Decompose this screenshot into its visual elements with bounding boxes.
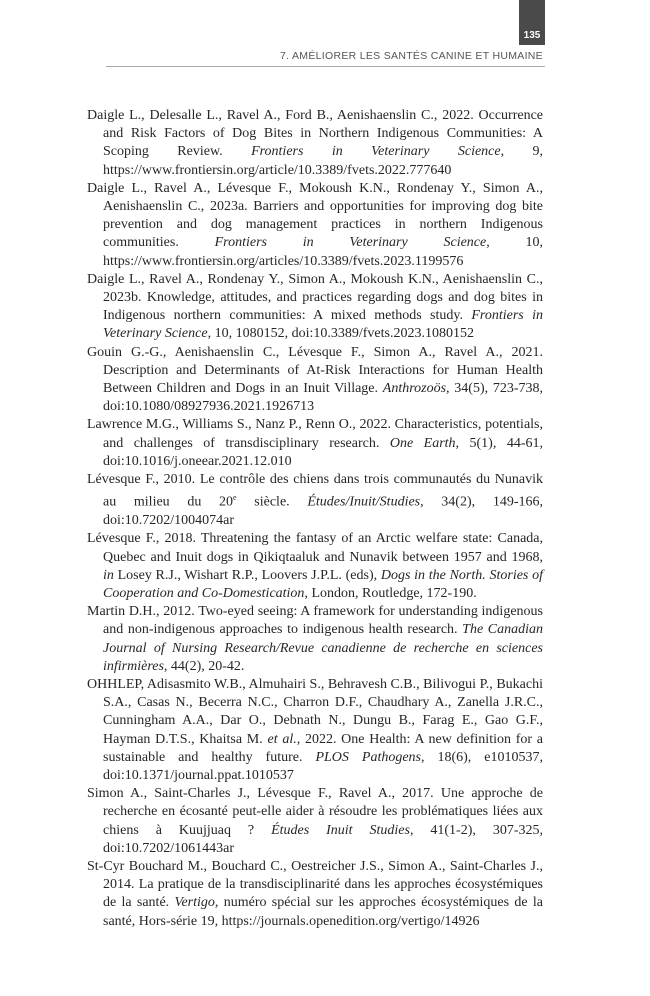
reference-title: Études Inuit Studies — [271, 822, 410, 838]
reference-text: , 2022. One Health: A new definition for a sustainable and healthy future. — [103, 731, 543, 765]
reference-text: OHHLEP, Adisasmito W.B., Almuhairi S., Behravesh C.B., Bilivogui P., Bukachi S.A., Casas N., Becerra N.C., Charron D.F., Chaudhary A., Zanella J.R.C., Cunningham A.A., Dar O., Debnath N., Dungu B., Farag E., Gao G.F., Hayman D.T.S., Khaitsa M. — [87, 676, 543, 747]
reference-title: Frontiers in Veterinary Science — [251, 144, 501, 160]
page-number: 135 — [519, 0, 545, 45]
reference-entry — [87, 858, 543, 931]
reference-title: One Earth — [389, 435, 456, 451]
reference-text: , 34(5), 723-738, doi:10.1080/08927936.2021.1926713 — [103, 381, 543, 415]
reference-entry — [87, 471, 543, 530]
reference-text: , 18(6), e1010537, doi:10.1371/journal.ppat.1010537 — [103, 749, 543, 783]
reference-text: , 41(1-2), 307-325, doi:10.7202/1061443ar — [103, 822, 543, 856]
header-rule — [106, 66, 545, 67]
reference-entry — [87, 107, 543, 180]
reference-text: , 9, https://www.frontiersin.org/article/10.3389/fvets.2022.777640 — [103, 144, 544, 178]
reference-title: Études/Inuit/Studies — [307, 494, 421, 510]
reference-text: , 5(1), 44-61, doi:10.1016/j.oneear.2021.12.010 — [103, 435, 543, 469]
reference-title: Dogs in the North. Stories of Cooperation and Co-Domestication — [103, 567, 543, 601]
reference-entry — [87, 271, 543, 344]
reference-text: , 44(2), 20-42. — [163, 658, 245, 674]
reference-text: Martin D.H., 2012. Two-eyed seeing: A framework for understanding indigenous and non-indigenous approaches to indigenous health research. — [87, 604, 543, 638]
reference-text: Lévesque F., 2010. Le contrôle des chiens dans trois communautés du Nunavik au milieu du 20 — [87, 472, 543, 510]
reference-text: , numéro spécial sur les approches écosystémiques de la santé, Hors-série 19, https://journals.openedition.org/vertigo/14926 — [103, 895, 543, 929]
reference-text: siècle. — [236, 494, 308, 510]
reference-entry — [87, 416, 543, 471]
reference-title: in — [103, 567, 114, 583]
reference-text: , 10, 1080152, doi:10.3389/fvets.2023.1080152 — [207, 326, 474, 342]
reference-title: et al. — [267, 731, 297, 747]
reference-title: PLOS Pathogens — [315, 749, 421, 765]
reference-title: Vertigo — [174, 895, 215, 911]
reference-entry — [87, 785, 543, 858]
reference-text: Gouin G.-G., Aenishaenslin C., Lévesque F., Simon A., Ravel A., 2021. Description and Determinants of At-Risk Interactions for Human Health Between Children and Dogs in an Inuit Village. — [87, 344, 543, 397]
reference-text: Daigle L., Delesalle L., Ravel A., Ford B., Aenishaenslin C., 2022. Occurrence and Risk Factors of Dog Bites in Northern Indigenous Communities: A Scoping Review. — [87, 108, 543, 160]
reference-text: Simon A., Saint-Charles J., Lévesque F., Ravel A., 2017. Une approche de recherche en écosanté peut-elle aider à résoudre les problématiques liées aux chiens à Kuujjuaq ? — [87, 786, 543, 838]
bibliography — [87, 107, 543, 931]
reference-text: , 34(2), 149-166, doi:10.7202/1004074ar — [103, 494, 543, 529]
reference-text: Daigle L., Ravel A., Rondenay Y., Simon A., Mokoush K.N., Aenishaenslin C., 2023b. Knowledge, attitudes, and practices regarding dogs and dog bites in Indigenous northern communities: A mixed methods study. — [87, 271, 543, 324]
reference-title: Frontiers in Veterinary Science — [103, 308, 543, 342]
reference-text: , 10, https://www.frontiersin.org/articles/10.3389/fvets.2023.1199576 — [103, 235, 544, 269]
reference-text: e — [233, 493, 237, 503]
reference-entry — [87, 344, 543, 417]
running-header: 7. AMÉLIORER LES SANTÉS CANINE ET HUMAINE — [279, 50, 543, 62]
reference-text: Losey R.J., Wishart R.P., Loovers J.P.L. (eds), — [113, 567, 381, 583]
reference-text: , London, Routledge, 172-190. — [304, 585, 477, 601]
reference-text: Lawrence M.G., Williams S., Nanz P., Renn O., 2022. Characteristics, potentials, and challenges of transdisciplinary research. — [87, 417, 543, 451]
reference-entry — [87, 676, 543, 785]
reference-title: Anthrozoös — [382, 381, 447, 397]
reference-entry — [87, 603, 543, 676]
reference-entry — [87, 180, 543, 271]
reference-text: St-Cyr Bouchard M., Bouchard C., Oestreicher J.S., Simon A., Saint-Charles J., 2014. La pratique de la transdisciplinarité dans les approches écosystémiques de la santé. — [87, 858, 543, 911]
reference-title: The Canadian Journal of Nursing Research/Revue canadienne de recherche en sciences infirmières — [103, 622, 544, 674]
reference-title: Frontiers in Veterinary Science — [214, 235, 487, 251]
reference-entry — [87, 530, 543, 603]
reference-text: Daigle L., Ravel A., Lévesque F., Mokoush K.N., Rondenay Y., Simon A., Aenishaenslin C., 2023a. Barriers and opportunities for improving dog bite prevention and dog management practices in northern Indigenous communities. — [87, 180, 543, 251]
reference-text: Lévesque F., 2018. Threatening the fantasy of an Arctic welfare state: Canada, Quebec and Inuit dogs in Qikiqtaaluk and Nunavik between 1957 and 1968, — [87, 531, 543, 565]
